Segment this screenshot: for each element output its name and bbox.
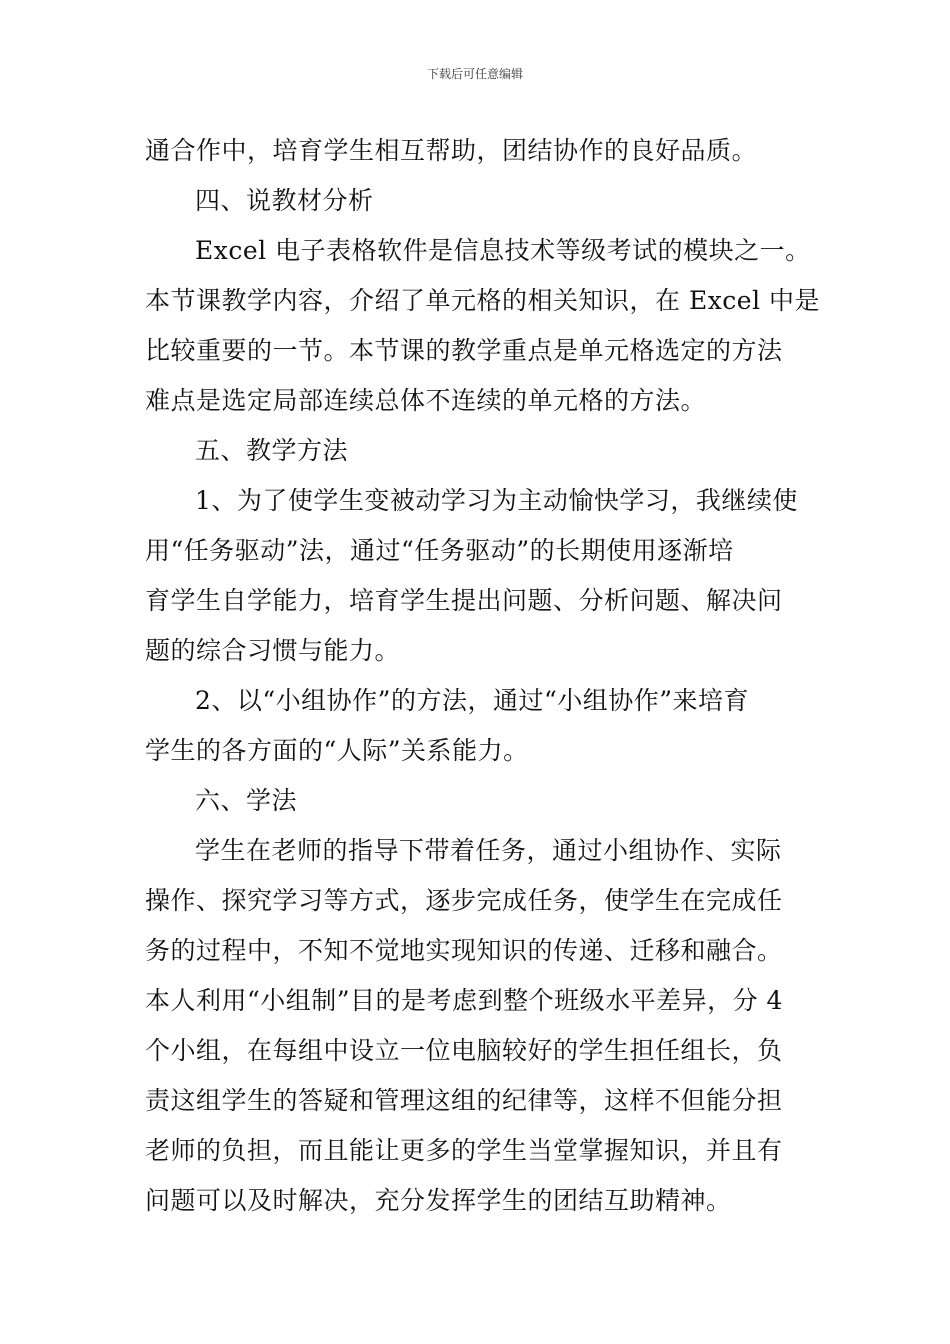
text-line: Excel 电子表格软件是信息技术等级考试的模块之一。 xyxy=(195,236,811,265)
text-line: 学生的各方面的“人际”关系能力。 xyxy=(145,736,529,765)
text-line: 学生在老师的指导下带着任务，通过小组协作、实际 xyxy=(195,836,782,865)
text-line: 个小组，在每组中设立一位电脑较好的学生担任组长，负 xyxy=(145,1036,783,1065)
text-line: 题的综合习惯与能力。 xyxy=(145,636,401,665)
text-line: 1、为了使学生变被动学习为主动愉快学习，我继续使 xyxy=(195,486,798,515)
text-line: 责这组学生的答疑和管理这组的纪律等，这样不但能分担 xyxy=(145,1086,783,1115)
section-heading: 四、说教材分析 xyxy=(195,186,374,215)
text-line: 育学生自学能力，培育学生提出问题、分析问题、解决问 xyxy=(145,586,783,615)
text-line: 本节课教学内容，介绍了单元格的相关知识，在 Excel 中是 xyxy=(145,286,821,315)
text-line: 问题可以及时解决，充分发挥学生的团结互助精神。 xyxy=(145,1186,732,1215)
text-line: 老师的负担，而且能让更多的学生当堂掌握知识，并且有 xyxy=(145,1136,783,1165)
text-line: 比较重要的一节。本节课的教学重点是单元格选定的方法 xyxy=(145,336,783,365)
document-body xyxy=(145,126,821,1226)
text-line: 通合作中，培育学生相互帮助，团结协作的良好品质。 xyxy=(145,136,758,165)
text-line: 2、以“小组协作”的方法，通过“小组协作”来培育 xyxy=(195,686,750,715)
text-line: 用“任务驱动”法，通过“任务驱动”的长期使用逐渐培 xyxy=(145,536,734,565)
text-line: 本人利用“小组制”目的是考虑到整个班级水平差异，分 4 xyxy=(145,986,783,1015)
section-heading: 六、学法 xyxy=(195,786,298,815)
text-line: 难点是选定局部连续总体不连续的单元格的方法。 xyxy=(145,386,707,415)
text-line: 操作、探究学习等方式，逐步完成任务，使学生在完成任 xyxy=(145,886,783,915)
section-heading: 五、教学方法 xyxy=(195,436,349,465)
text-line: 务的过程中，不知不觉地实现知识的传递、迁移和融合。 xyxy=(145,936,783,965)
page-header-note: 下载后可任意编辑 xyxy=(426,67,523,81)
